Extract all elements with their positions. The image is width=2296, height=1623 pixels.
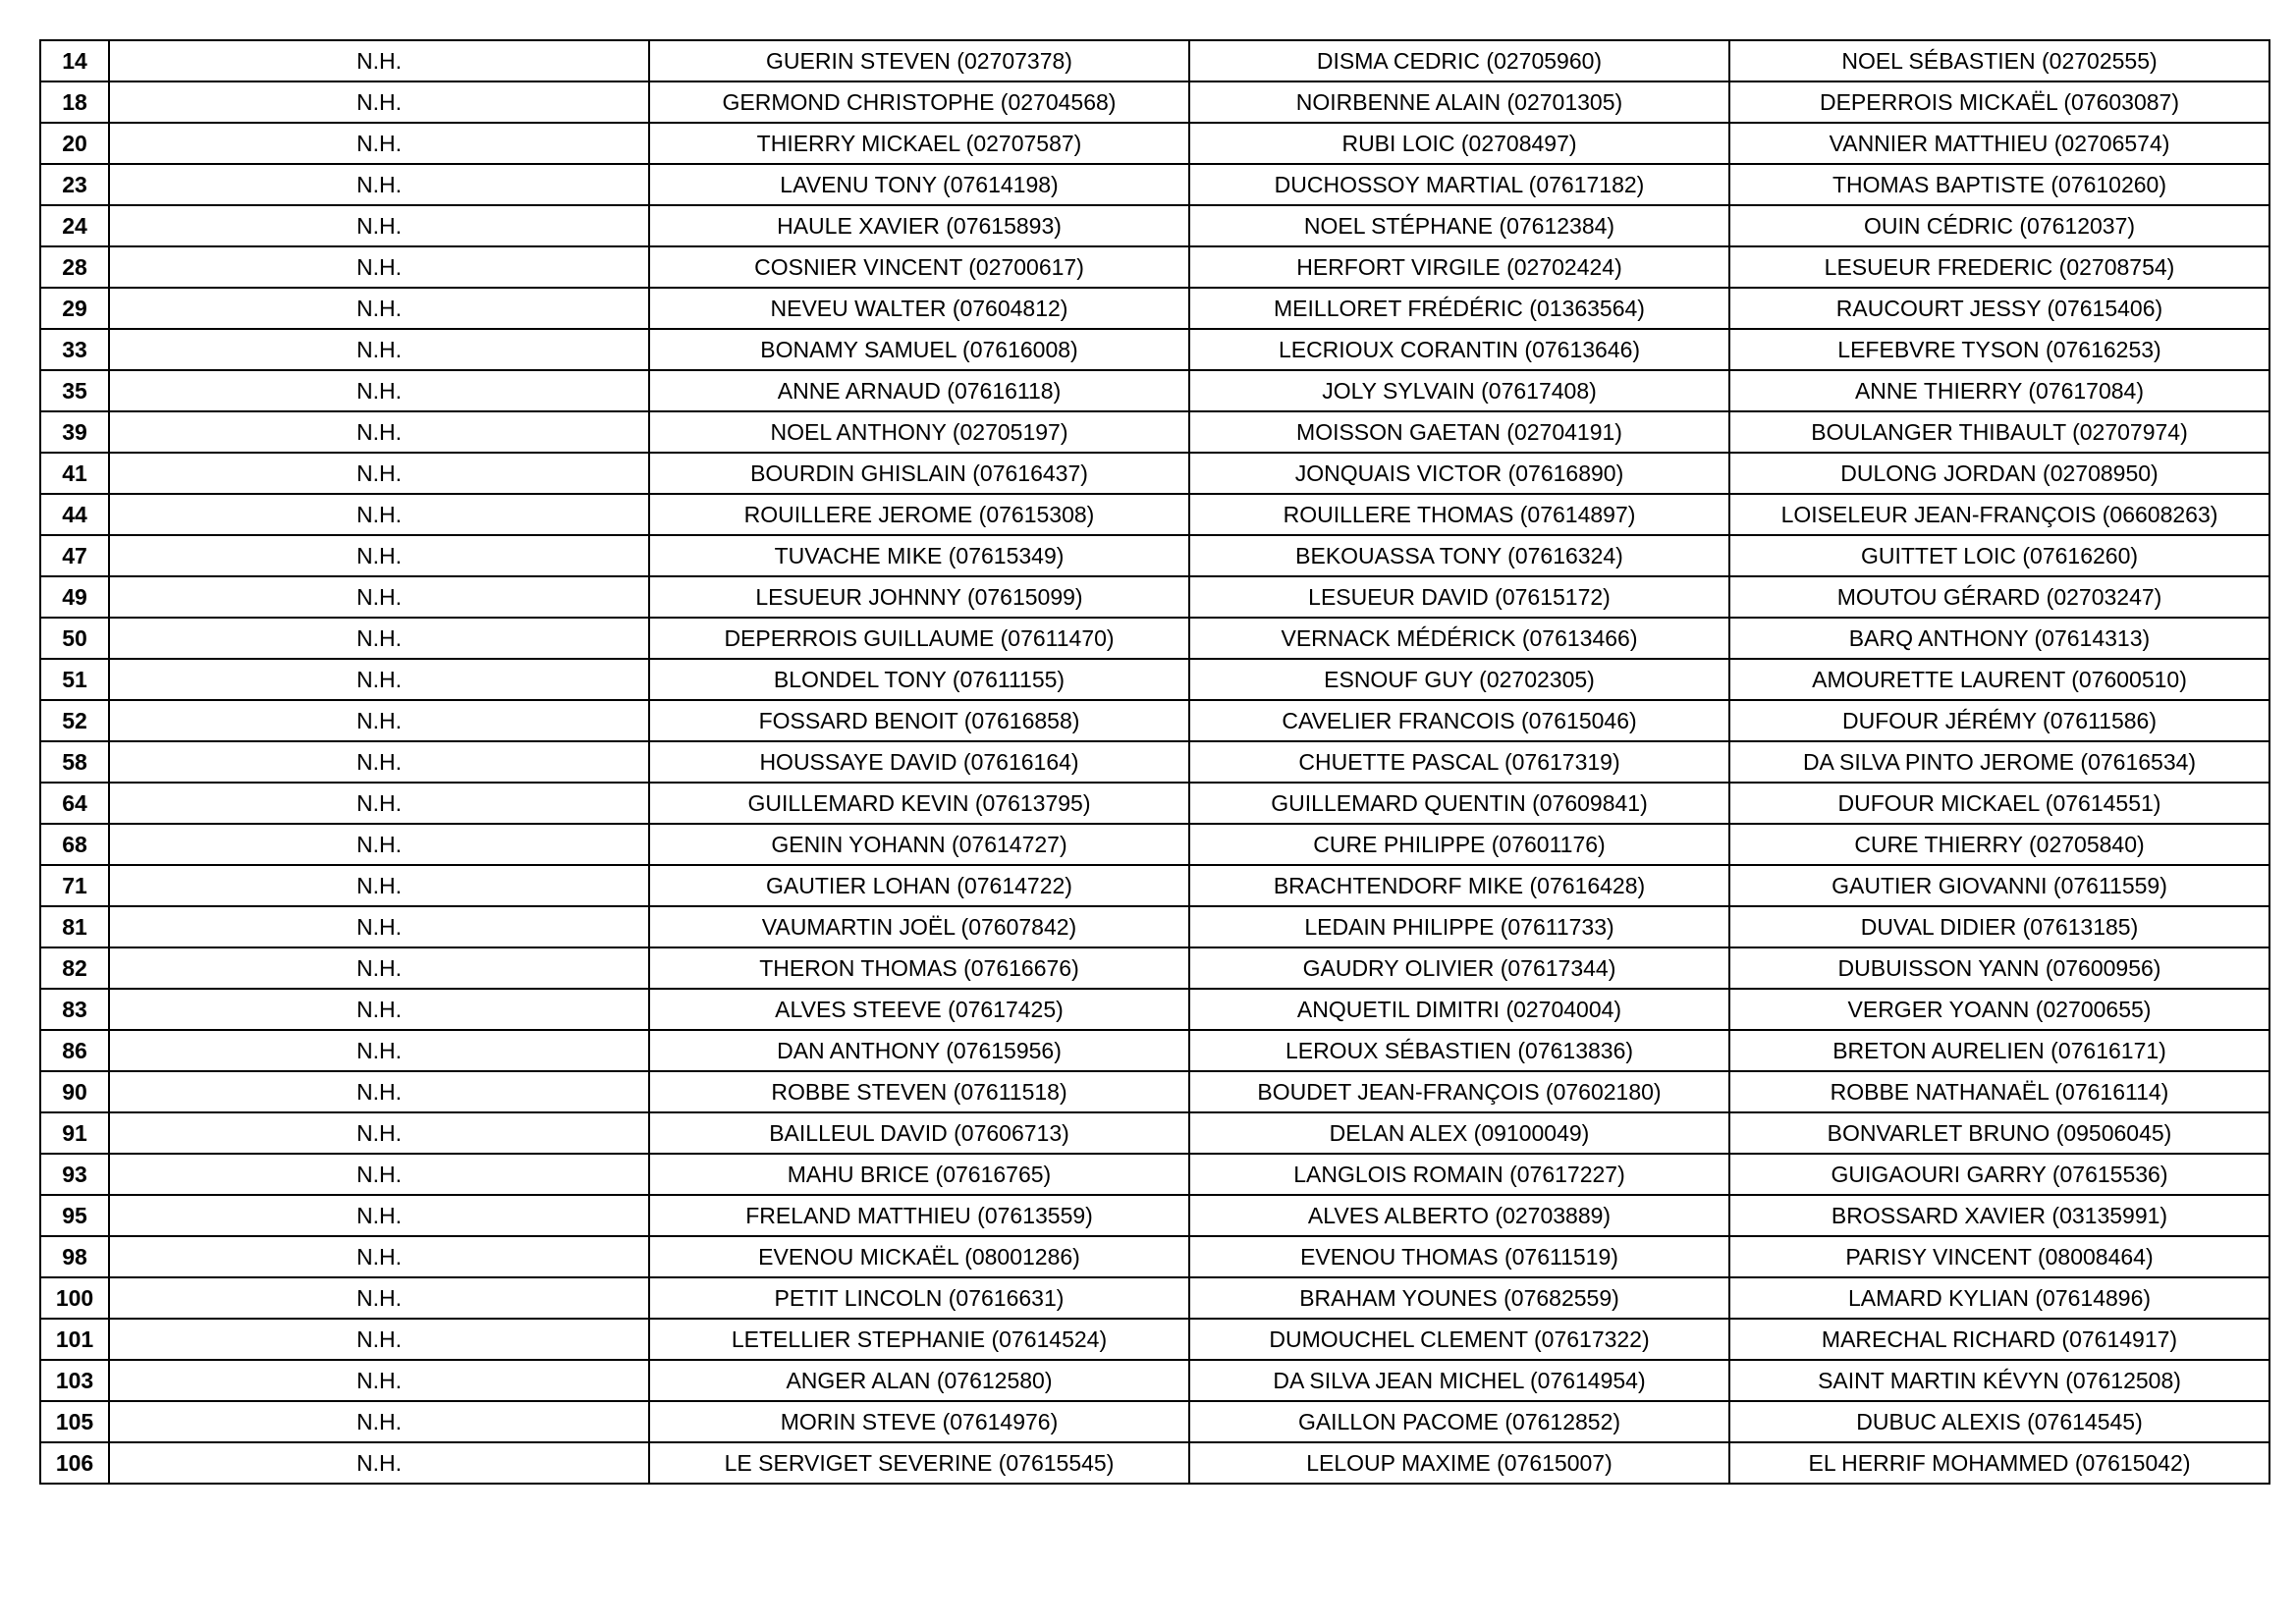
category-cell: N.H. <box>109 576 649 618</box>
player-2-cell: GUILLEMARD QUENTIN (07609841) <box>1189 783 1729 824</box>
team-number-cell: 64 <box>40 783 109 824</box>
table-row <box>40 40 2269 81</box>
team-number-cell: 90 <box>40 1071 109 1112</box>
player-3-cell: OUIN CÉDRIC (07612037) <box>1729 205 2269 246</box>
table-row <box>40 164 2269 205</box>
team-number-cell: 86 <box>40 1030 109 1071</box>
player-1-cell: DAN ANTHONY (07615956) <box>649 1030 1189 1071</box>
player-1-cell: LE SERVIGET SEVERINE (07615545) <box>649 1442 1189 1484</box>
player-1-cell: GERMOND CHRISTOPHE (02704568) <box>649 81 1189 123</box>
player-3-cell: BONVARLET BRUNO (09506045) <box>1729 1112 2269 1154</box>
player-3-cell: BOULANGER THIBAULT (02707974) <box>1729 411 2269 453</box>
player-2-cell: HERFORT VIRGILE (02702424) <box>1189 246 1729 288</box>
player-3-cell: MARECHAL RICHARD (07614917) <box>1729 1319 2269 1360</box>
player-2-cell: MEILLORET FRÉDÉRIC (01363564) <box>1189 288 1729 329</box>
team-number-cell: 95 <box>40 1195 109 1236</box>
team-number-cell: 105 <box>40 1401 109 1442</box>
player-2-cell: DUCHOSSOY MARTIAL (07617182) <box>1189 164 1729 205</box>
table-row <box>40 1154 2269 1195</box>
table-row <box>40 411 2269 453</box>
player-3-cell: SAINT MARTIN KÉVYN (07612508) <box>1729 1360 2269 1401</box>
player-1-cell: EVENOU MICKAËL (08001286) <box>649 1236 1189 1277</box>
player-1-cell: THIERRY MICKAEL (02707587) <box>649 123 1189 164</box>
category-cell: N.H. <box>109 164 649 205</box>
table-row <box>40 906 2269 947</box>
table-row <box>40 659 2269 700</box>
category-cell: N.H. <box>109 1030 649 1071</box>
player-3-cell: DUFOUR MICKAEL (07614551) <box>1729 783 2269 824</box>
player-2-cell: MOISSON GAETAN (02704191) <box>1189 411 1729 453</box>
player-3-cell: LESUEUR FREDERIC (02708754) <box>1729 246 2269 288</box>
category-cell: N.H. <box>109 1442 649 1484</box>
player-1-cell: HAULE XAVIER (07615893) <box>649 205 1189 246</box>
player-3-cell: VANNIER MATTHIEU (02706574) <box>1729 123 2269 164</box>
player-2-cell: ANQUETIL DIMITRI (02704004) <box>1189 989 1729 1030</box>
team-number-cell: 39 <box>40 411 109 453</box>
table-row <box>40 246 2269 288</box>
category-cell: N.H. <box>109 618 649 659</box>
table-row <box>40 370 2269 411</box>
player-1-cell: PETIT LINCOLN (07616631) <box>649 1277 1189 1319</box>
player-3-cell: DUVAL DIDIER (07613185) <box>1729 906 2269 947</box>
team-number-cell: 68 <box>40 824 109 865</box>
team-roster-table <box>39 39 2270 1485</box>
player-1-cell: GAUTIER LOHAN (07614722) <box>649 865 1189 906</box>
player-2-cell: ESNOUF GUY (02702305) <box>1189 659 1729 700</box>
player-2-cell: VERNACK MÉDÉRICK (07613466) <box>1189 618 1729 659</box>
table-row <box>40 783 2269 824</box>
category-cell: N.H. <box>109 1401 649 1442</box>
category-cell: N.H. <box>109 783 649 824</box>
player-2-cell: DUMOUCHEL CLEMENT (07617322) <box>1189 1319 1729 1360</box>
table-row <box>40 535 2269 576</box>
player-3-cell: DULONG JORDAN (02708950) <box>1729 453 2269 494</box>
player-3-cell: AMOURETTE LAURENT (07600510) <box>1729 659 2269 700</box>
player-1-cell: HOUSSAYE DAVID (07616164) <box>649 741 1189 783</box>
player-2-cell: CURE PHILIPPE (07601176) <box>1189 824 1729 865</box>
team-number-cell: 71 <box>40 865 109 906</box>
player-2-cell: LANGLOIS ROMAIN (07617227) <box>1189 1154 1729 1195</box>
category-cell: N.H. <box>109 1154 649 1195</box>
category-cell: N.H. <box>109 535 649 576</box>
player-2-cell: BOUDET JEAN-FRANÇOIS (07602180) <box>1189 1071 1729 1112</box>
player-2-cell: DA SILVA JEAN MICHEL (07614954) <box>1189 1360 1729 1401</box>
team-number-cell: 20 <box>40 123 109 164</box>
team-number-cell: 33 <box>40 329 109 370</box>
table-row <box>40 947 2269 989</box>
category-cell: N.H. <box>109 1236 649 1277</box>
player-1-cell: NOEL ANTHONY (02705197) <box>649 411 1189 453</box>
team-number-cell: 83 <box>40 989 109 1030</box>
team-number-cell: 49 <box>40 576 109 618</box>
player-1-cell: THERON THOMAS (07616676) <box>649 947 1189 989</box>
player-1-cell: BAILLEUL DAVID (07606713) <box>649 1112 1189 1154</box>
player-2-cell: GAILLON PACOME (07612852) <box>1189 1401 1729 1442</box>
player-3-cell: BROSSARD XAVIER (03135991) <box>1729 1195 2269 1236</box>
player-2-cell: GAUDRY OLIVIER (07617344) <box>1189 947 1729 989</box>
category-cell: N.H. <box>109 1360 649 1401</box>
team-number-cell: 41 <box>40 453 109 494</box>
player-1-cell: GENIN YOHANN (07614727) <box>649 824 1189 865</box>
player-2-cell: LESUEUR DAVID (07615172) <box>1189 576 1729 618</box>
category-cell: N.H. <box>109 40 649 81</box>
table-row <box>40 1030 2269 1071</box>
team-roster-body <box>40 40 2269 1484</box>
player-2-cell: RUBI LOIC (02708497) <box>1189 123 1729 164</box>
table-row <box>40 1319 2269 1360</box>
team-number-cell: 18 <box>40 81 109 123</box>
player-1-cell: GUILLEMARD KEVIN (07613795) <box>649 783 1189 824</box>
table-row <box>40 865 2269 906</box>
category-cell: N.H. <box>109 370 649 411</box>
team-number-cell: 52 <box>40 700 109 741</box>
category-cell: N.H. <box>109 288 649 329</box>
team-number-cell: 23 <box>40 164 109 205</box>
player-3-cell: MOUTOU GÉRARD (02703247) <box>1729 576 2269 618</box>
player-3-cell: DEPERROIS MICKAËL (07603087) <box>1729 81 2269 123</box>
table-row <box>40 123 2269 164</box>
player-1-cell: LETELLIER STEPHANIE (07614524) <box>649 1319 1189 1360</box>
player-1-cell: BOURDIN GHISLAIN (07616437) <box>649 453 1189 494</box>
category-cell: N.H. <box>109 659 649 700</box>
table-row <box>40 700 2269 741</box>
player-1-cell: ROBBE STEVEN (07611518) <box>649 1071 1189 1112</box>
table-row <box>40 205 2269 246</box>
player-3-cell: LAMARD KYLIAN (07614896) <box>1729 1277 2269 1319</box>
player-3-cell: PARISY VINCENT (08008464) <box>1729 1236 2269 1277</box>
team-number-cell: 29 <box>40 288 109 329</box>
player-1-cell: MAHU BRICE (07616765) <box>649 1154 1189 1195</box>
player-1-cell: LESUEUR JOHNNY (07615099) <box>649 576 1189 618</box>
player-2-cell: ROUILLERE THOMAS (07614897) <box>1189 494 1729 535</box>
team-number-cell: 35 <box>40 370 109 411</box>
player-1-cell: BLONDEL TONY (07611155) <box>649 659 1189 700</box>
player-2-cell: JOLY SYLVAIN (07617408) <box>1189 370 1729 411</box>
player-3-cell: DUBUC ALEXIS (07614545) <box>1729 1401 2269 1442</box>
team-number-cell: 82 <box>40 947 109 989</box>
player-3-cell: DUFOUR JÉRÉMY (07611586) <box>1729 700 2269 741</box>
team-number-cell: 50 <box>40 618 109 659</box>
player-1-cell: BONAMY SAMUEL (07616008) <box>649 329 1189 370</box>
table-row <box>40 1277 2269 1319</box>
team-number-cell: 101 <box>40 1319 109 1360</box>
team-number-cell: 24 <box>40 205 109 246</box>
category-cell: N.H. <box>109 700 649 741</box>
table-row <box>40 1112 2269 1154</box>
player-2-cell: EVENOU THOMAS (07611519) <box>1189 1236 1729 1277</box>
category-cell: N.H. <box>109 205 649 246</box>
team-number-cell: 103 <box>40 1360 109 1401</box>
category-cell: N.H. <box>109 1319 649 1360</box>
category-cell: N.H. <box>109 329 649 370</box>
player-2-cell: LECRIOUX CORANTIN (07613646) <box>1189 329 1729 370</box>
category-cell: N.H. <box>109 246 649 288</box>
category-cell: N.H. <box>109 741 649 783</box>
player-2-cell: NOEL STÉPHANE (07612384) <box>1189 205 1729 246</box>
player-3-cell: ROBBE NATHANAËL (07616114) <box>1729 1071 2269 1112</box>
category-cell: N.H. <box>109 865 649 906</box>
category-cell: N.H. <box>109 123 649 164</box>
player-3-cell: DA SILVA PINTO JEROME (07616534) <box>1729 741 2269 783</box>
player-3-cell: BRETON AURELIEN (07616171) <box>1729 1030 2269 1071</box>
category-cell: N.H. <box>109 1071 649 1112</box>
category-cell: N.H. <box>109 989 649 1030</box>
player-1-cell: MORIN STEVE (07614976) <box>649 1401 1189 1442</box>
player-3-cell: CURE THIERRY (02705840) <box>1729 824 2269 865</box>
table-row <box>40 453 2269 494</box>
table-row <box>40 741 2269 783</box>
player-1-cell: DEPERROIS GUILLAUME (07611470) <box>649 618 1189 659</box>
player-3-cell: NOEL SÉBASTIEN (02702555) <box>1729 40 2269 81</box>
table-row <box>40 618 2269 659</box>
player-2-cell: JONQUAIS VICTOR (07616890) <box>1189 453 1729 494</box>
player-3-cell: GUITTET LOIC (07616260) <box>1729 535 2269 576</box>
team-number-cell: 47 <box>40 535 109 576</box>
team-number-cell: 106 <box>40 1442 109 1484</box>
player-3-cell: VERGER YOANN (02700655) <box>1729 989 2269 1030</box>
player-2-cell: NOIRBENNE ALAIN (02701305) <box>1189 81 1729 123</box>
player-2-cell: BRAHAM YOUNES (07682559) <box>1189 1277 1729 1319</box>
table-row <box>40 1236 2269 1277</box>
table-row <box>40 329 2269 370</box>
player-2-cell: DELAN ALEX (09100049) <box>1189 1112 1729 1154</box>
table-row <box>40 81 2269 123</box>
team-number-cell: 44 <box>40 494 109 535</box>
table-row <box>40 1195 2269 1236</box>
category-cell: N.H. <box>109 411 649 453</box>
player-1-cell: ANGER ALAN (07612580) <box>649 1360 1189 1401</box>
player-3-cell: GUIGAOURI GARRY (07615536) <box>1729 1154 2269 1195</box>
player-1-cell: ROUILLERE JEROME (07615308) <box>649 494 1189 535</box>
player-3-cell: BARQ ANTHONY (07614313) <box>1729 618 2269 659</box>
player-2-cell: DISMA CEDRIC (02705960) <box>1189 40 1729 81</box>
table-row <box>40 1071 2269 1112</box>
category-cell: N.H. <box>109 906 649 947</box>
player-3-cell: ANNE THIERRY (07617084) <box>1729 370 2269 411</box>
player-1-cell: ALVES STEEVE (07617425) <box>649 989 1189 1030</box>
player-3-cell: GAUTIER GIOVANNI (07611559) <box>1729 865 2269 906</box>
team-number-cell: 51 <box>40 659 109 700</box>
team-number-cell: 58 <box>40 741 109 783</box>
team-number-cell: 91 <box>40 1112 109 1154</box>
player-3-cell: LEFEBVRE TYSON (07616253) <box>1729 329 2269 370</box>
player-1-cell: COSNIER VINCENT (02700617) <box>649 246 1189 288</box>
category-cell: N.H. <box>109 81 649 123</box>
category-cell: N.H. <box>109 947 649 989</box>
player-2-cell: CAVELIER FRANCOIS (07615046) <box>1189 700 1729 741</box>
team-number-cell: 81 <box>40 906 109 947</box>
player-1-cell: VAUMARTIN JOËL (07607842) <box>649 906 1189 947</box>
table-row <box>40 494 2269 535</box>
table-row <box>40 576 2269 618</box>
category-cell: N.H. <box>109 1195 649 1236</box>
player-2-cell: LEROUX SÉBASTIEN (07613836) <box>1189 1030 1729 1071</box>
player-3-cell: DUBUISSON YANN (07600956) <box>1729 947 2269 989</box>
player-1-cell: FOSSARD BENOIT (07616858) <box>649 700 1189 741</box>
player-1-cell: TUVACHE MIKE (07615349) <box>649 535 1189 576</box>
team-number-cell: 98 <box>40 1236 109 1277</box>
player-3-cell: THOMAS BAPTISTE (07610260) <box>1729 164 2269 205</box>
player-1-cell: LAVENU TONY (07614198) <box>649 164 1189 205</box>
player-2-cell: ALVES ALBERTO (02703889) <box>1189 1195 1729 1236</box>
player-3-cell: LOISELEUR JEAN-FRANÇOIS (06608263) <box>1729 494 2269 535</box>
category-cell: N.H. <box>109 453 649 494</box>
player-2-cell: BRACHTENDORF MIKE (07616428) <box>1189 865 1729 906</box>
player-1-cell: NEVEU WALTER (07604812) <box>649 288 1189 329</box>
table-row <box>40 1360 2269 1401</box>
table-row <box>40 1442 2269 1484</box>
team-number-cell: 100 <box>40 1277 109 1319</box>
player-2-cell: BEKOUASSA TONY (07616324) <box>1189 535 1729 576</box>
player-1-cell: GUERIN STEVEN (02707378) <box>649 40 1189 81</box>
team-number-cell: 14 <box>40 40 109 81</box>
table-row <box>40 1401 2269 1442</box>
player-1-cell: ANNE ARNAUD (07616118) <box>649 370 1189 411</box>
team-number-cell: 28 <box>40 246 109 288</box>
category-cell: N.H. <box>109 1112 649 1154</box>
player-2-cell: CHUETTE PASCAL (07617319) <box>1189 741 1729 783</box>
player-1-cell: FRELAND MATTHIEU (07613559) <box>649 1195 1189 1236</box>
table-row <box>40 824 2269 865</box>
table-row <box>40 989 2269 1030</box>
table-row <box>40 288 2269 329</box>
player-2-cell: LELOUP MAXIME (07615007) <box>1189 1442 1729 1484</box>
category-cell: N.H. <box>109 494 649 535</box>
player-3-cell: RAUCOURT JESSY (07615406) <box>1729 288 2269 329</box>
team-number-cell: 93 <box>40 1154 109 1195</box>
player-2-cell: LEDAIN PHILIPPE (07611733) <box>1189 906 1729 947</box>
category-cell: N.H. <box>109 824 649 865</box>
player-3-cell: EL HERRIF MOHAMMED (07615042) <box>1729 1442 2269 1484</box>
category-cell: N.H. <box>109 1277 649 1319</box>
